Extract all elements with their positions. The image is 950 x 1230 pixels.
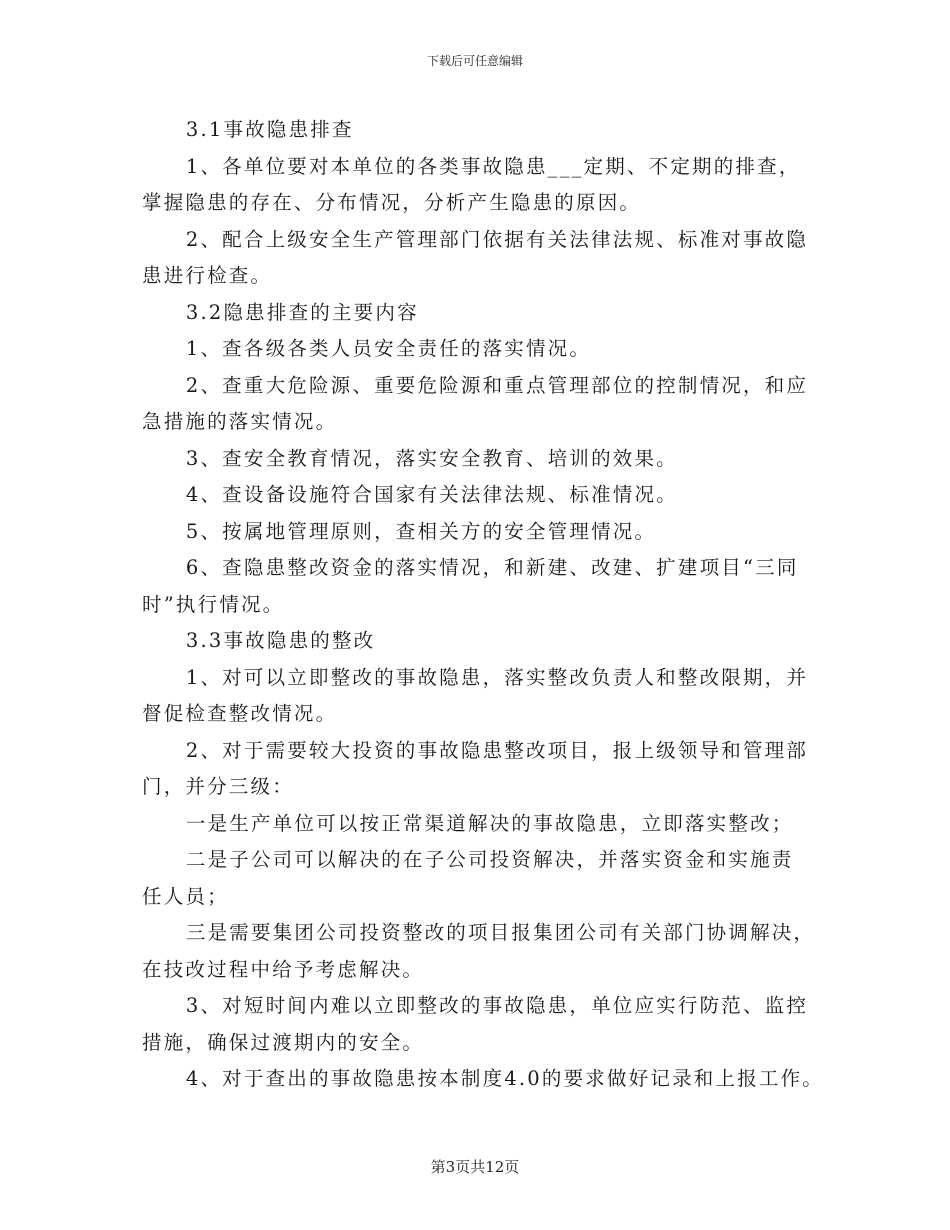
page-number: 第3页共12页 [430,1158,520,1176]
paragraph-line: 二是子公司可以解决的在子公司投资解决，并落实资金和实施责 [185,848,794,871]
paragraph-line: 5、按属地管理原则，查相关方的安全管理情况。 [185,519,657,543]
paragraph-line: 1、对可以立即整改的事故隐患，落实整改负责人和整改限期，并 [185,665,809,689]
paragraph [142,222,822,295]
paragraph-line: 一是生产单位可以按正常渠道解决的事故隐患，立即落实整改； [185,811,794,835]
paragraph-line: 2、对于需要较大投资的事故隐患整改项目，报上级领导和管理部 [185,738,809,762]
paragraph-line: 2、配合上级安全生产管理部门依据有关法律法规、标准对事故隐 [185,227,809,251]
paragraph-line: 任人员； [142,884,229,908]
paragraph-line: 三是需要集团公司投资整改的项目报集团公司有关部门协调解决， [185,921,816,944]
paragraph-line: 掌握隐患的存在、分布情况，分析产生隐患的原因。 [142,191,642,214]
paragraph [142,514,822,551]
paragraph-line: 门，并分三级： [142,775,294,798]
page-header: 下载后可任意编辑 [426,54,523,68]
paragraph [142,149,822,222]
paragraph-line: 6、查隐患整改资金的落实情况，和新建、改建、扩建项目“三同 [185,556,799,579]
paragraph [142,660,822,733]
paragraph-line: 3.1事故隐患排查 [185,118,354,141]
section-heading-3-2 [142,295,822,332]
paragraph-line: 患进行检查。 [142,264,273,287]
paragraph-line: 时”执行情况。 [142,592,285,616]
paragraph-line: 4、查设备设施符合国家有关法律法规、标准情况。 [185,483,678,506]
paragraph-line: 3.3事故隐患的整改 [185,629,376,652]
section-heading-3-1 [142,112,822,149]
document-body [142,112,822,1098]
paragraph [142,331,822,368]
paragraph-line: 3.2隐患排查的主要内容 [185,300,419,324]
paragraph [142,988,822,1061]
paragraph-line: 1、查各级各类人员安全责任的落实情况。 [185,337,592,360]
paragraph-line: 在技改过程中给予考虑解决。 [142,957,425,981]
paragraph [142,842,822,915]
paragraph-line: 督促检查整改情况。 [142,702,338,725]
paragraph [142,806,822,843]
paragraph-line: 急措施的落实情况。 [142,410,338,433]
paragraph-line: 4、对于查出的事故隐患按本制度4.0的要求做好记录和上报工作。 [185,1067,824,1090]
paragraph [142,915,822,988]
paragraph-line: 措施，确保过渡期内的安全。 [142,1030,425,1054]
paragraph [142,733,822,806]
paragraph-line: 1、各单位要对本单位的各类事故隐患___定期、不定期的排查， [185,154,801,178]
paragraph [142,368,822,441]
paragraph [142,550,822,623]
section-heading-3-3 [142,623,822,660]
paragraph [142,441,822,478]
paragraph-line: 3、对短时间内难以立即整改的事故隐患，单位应实行防范、监控 [185,994,809,1017]
paragraph-line: 3、查安全教育情况，落实安全教育、培训的效果。 [185,446,678,470]
paragraph-line: 2、查重大危险源、重要危险源和重点管理部位的控制情况，和应 [185,373,809,397]
paragraph [142,477,822,514]
paragraph [142,1061,822,1098]
